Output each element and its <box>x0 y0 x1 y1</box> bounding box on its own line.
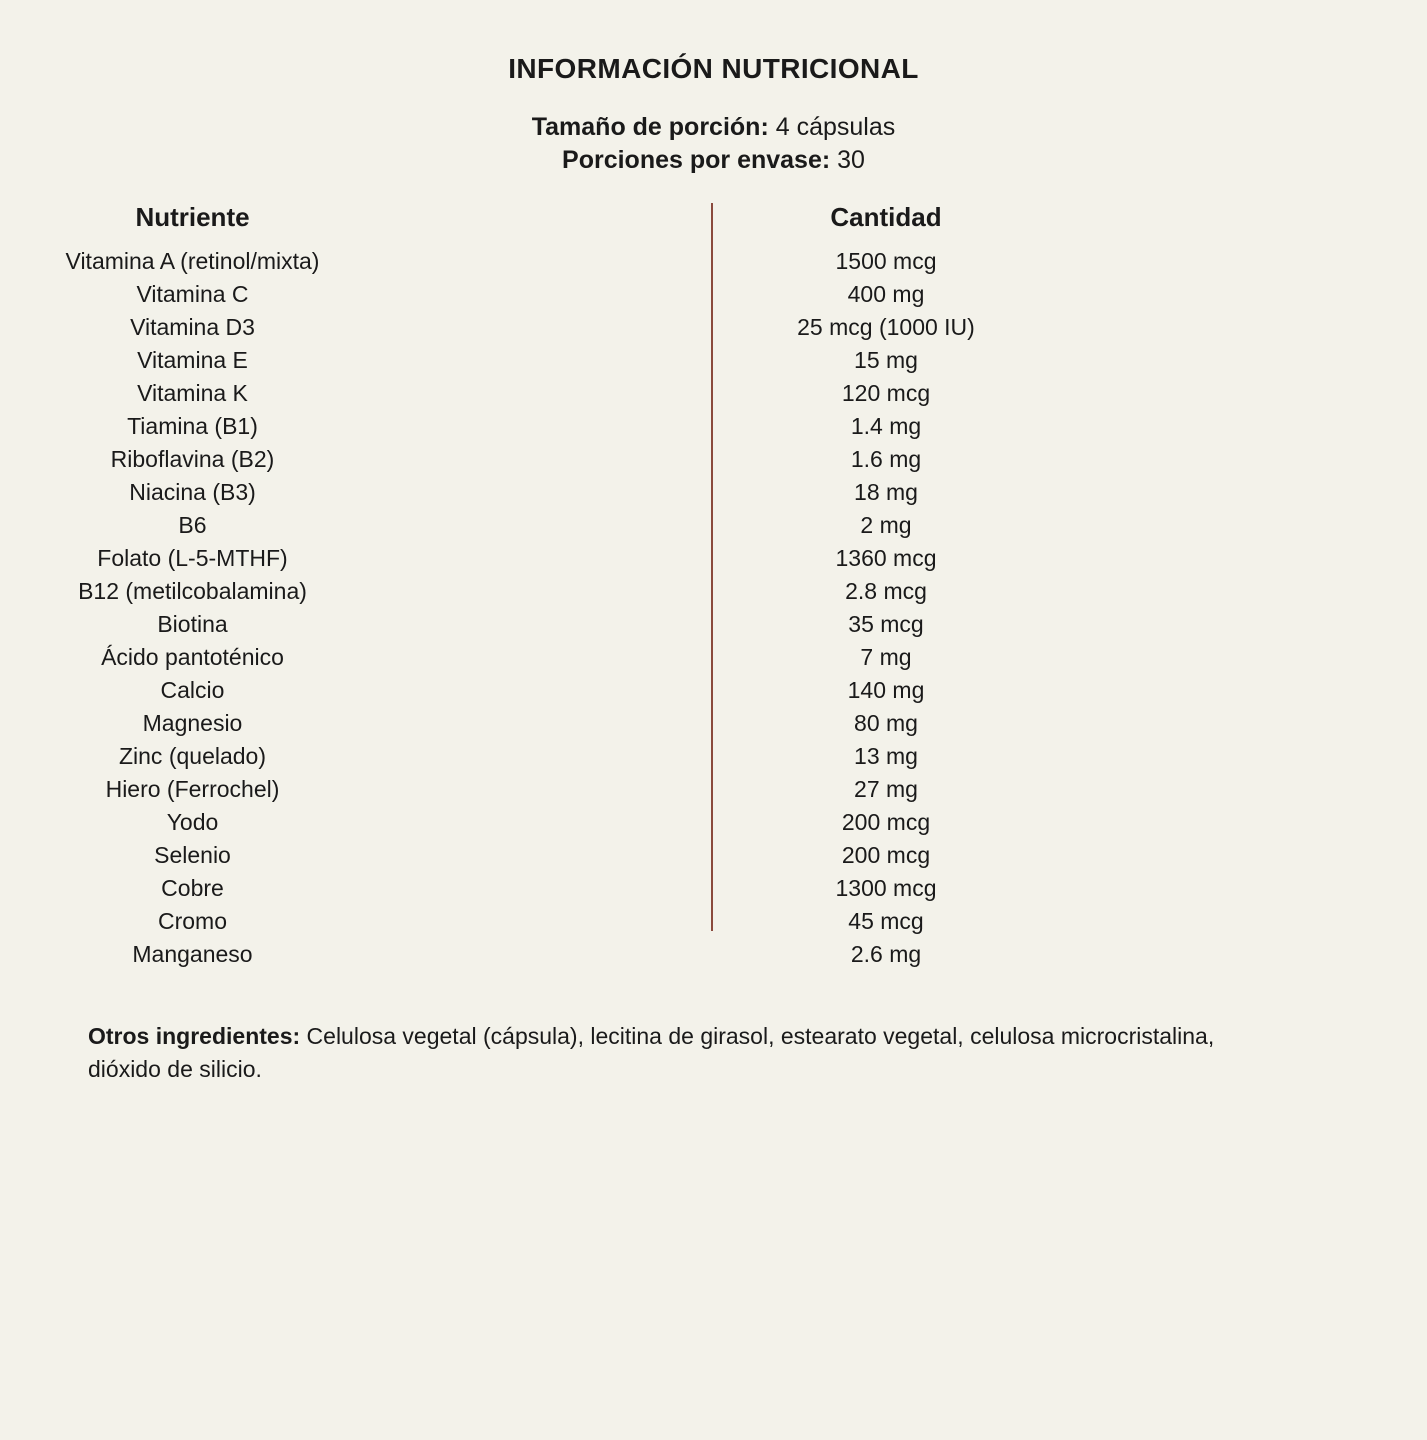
other-ingredients-text: Celulosa vegetal (cápsula), lecitina de girasol, estearato vegetal, celulosa microcristalina, dióxido de silicio. <box>88 1023 1215 1082</box>
table-row <box>0 905 1427 938</box>
nutrient-name-cell: Cromo <box>157 908 227 935</box>
serving-size-value: 4 cápsulas <box>775 112 896 141</box>
servings-per-container-label: Porciones por envase: <box>562 145 831 174</box>
nutrient-amount-cell: 2 mg <box>860 512 912 539</box>
nutrient-amount-cell: 200 mcg <box>841 842 931 869</box>
nutrient-amount-cell: 1500 mcg <box>835 248 937 275</box>
nutrient-amount-cell: 25 mcg (1000 IU) <box>797 314 975 341</box>
nutrient-name-cell: Niacina (B3) <box>129 479 256 506</box>
table-row <box>0 509 1427 542</box>
nutrient-name-cell: Riboflavina (B2) <box>110 446 275 473</box>
table-row <box>0 542 1427 575</box>
servings-per-container-line <box>0 144 1427 177</box>
nutrient-name-cell: B12 (metilcobalamina) <box>78 578 307 605</box>
nutrient-name-cell: Hiero (Ferrochel) <box>105 776 280 803</box>
column-header-nutrient: Nutriente <box>135 201 250 232</box>
nutrients-table-body <box>0 245 1427 971</box>
nutrients-table-wrapper <box>0 203 1427 972</box>
nutrient-name-cell: B6 <box>178 512 207 539</box>
nutrient-amount-cell: 2.8 mcg <box>845 578 927 605</box>
table-row <box>0 740 1427 773</box>
nutrient-amount-cell: 15 mg <box>854 347 918 374</box>
table-row <box>0 245 1427 278</box>
table-row <box>0 575 1427 608</box>
nutrient-name-cell: Vitamina E <box>137 347 248 374</box>
table-row <box>0 806 1427 839</box>
nutrient-name-cell: Manganeso <box>132 941 253 968</box>
nutrient-name-cell: Calcio <box>160 677 225 704</box>
nutrient-amount-cell: 1360 mcg <box>835 545 937 572</box>
nutrient-name-cell: Vitamina K <box>137 380 248 407</box>
nutrient-name-cell: Biotina <box>157 611 228 638</box>
nutrient-name-cell: Selenio <box>154 842 231 869</box>
nutrient-name-cell: Magnesio <box>142 710 243 737</box>
table-row <box>0 443 1427 476</box>
nutrient-name-cell: Vitamina C <box>136 281 249 308</box>
nutrient-name-cell: Vitamina A (retinol/mixta) <box>65 248 320 275</box>
nutrient-name-cell: Vitamina D3 <box>130 314 255 341</box>
nutrient-amount-cell: 140 mg <box>847 677 925 704</box>
table-row <box>0 278 1427 311</box>
table-row <box>0 707 1427 740</box>
serving-size-label: Tamaño de porción: <box>531 112 769 141</box>
nutrient-name-cell: Zinc (quelado) <box>118 743 267 770</box>
column-divider-line <box>711 203 713 931</box>
table-row <box>0 344 1427 377</box>
other-ingredients-label: Otros ingredientes: <box>88 1023 301 1049</box>
nutrient-amount-cell: 1.4 mg <box>850 413 922 440</box>
nutrient-amount-cell: 18 mg <box>854 479 918 506</box>
nutrient-amount-cell: 400 mg <box>847 281 925 308</box>
nutrients-table <box>0 203 1427 972</box>
other-ingredients <box>88 1020 1273 1085</box>
page-title: INFORMACIÓN NUTRICIONAL <box>508 53 919 84</box>
nutrient-name-cell: Ácido pantoténico <box>101 644 284 671</box>
nutrient-amount-cell: 45 mcg <box>848 908 924 935</box>
table-row <box>0 641 1427 674</box>
column-header-amount: Cantidad <box>830 201 942 232</box>
table-row <box>0 674 1427 707</box>
nutrient-name-cell: Folato (L-5-MTHF) <box>97 545 288 572</box>
nutrient-amount-cell: 80 mg <box>854 710 918 737</box>
table-row <box>0 476 1427 509</box>
nutrient-name-cell: Cobre <box>161 875 224 902</box>
servings-per-container-value: 30 <box>837 145 865 174</box>
nutrient-amount-cell: 7 mg <box>860 644 912 671</box>
table-row <box>0 773 1427 806</box>
nutrient-amount-cell: 2.6 mg <box>850 941 922 968</box>
table-header-row <box>0 203 1427 246</box>
table-row <box>0 311 1427 344</box>
serving-information <box>0 111 1427 177</box>
table-row <box>0 410 1427 443</box>
nutrient-amount-cell: 1.6 mg <box>850 446 922 473</box>
nutrient-amount-cell: 200 mcg <box>841 809 931 836</box>
nutrient-amount-cell: 120 mcg <box>841 380 931 407</box>
nutrient-amount-cell: 35 mcg <box>848 611 924 638</box>
table-row <box>0 872 1427 905</box>
nutrient-name-cell: Yodo <box>166 809 219 836</box>
table-row <box>0 608 1427 641</box>
serving-size-line <box>0 111 1427 144</box>
table-row <box>0 377 1427 410</box>
nutrient-name-cell: Tiamina (B1) <box>127 413 258 440</box>
table-row <box>0 839 1427 872</box>
nutrient-amount-cell: 13 mg <box>854 743 918 770</box>
table-row <box>0 938 1427 971</box>
nutrient-amount-cell: 27 mg <box>854 776 918 803</box>
nutrient-amount-cell: 1300 mcg <box>835 875 937 902</box>
